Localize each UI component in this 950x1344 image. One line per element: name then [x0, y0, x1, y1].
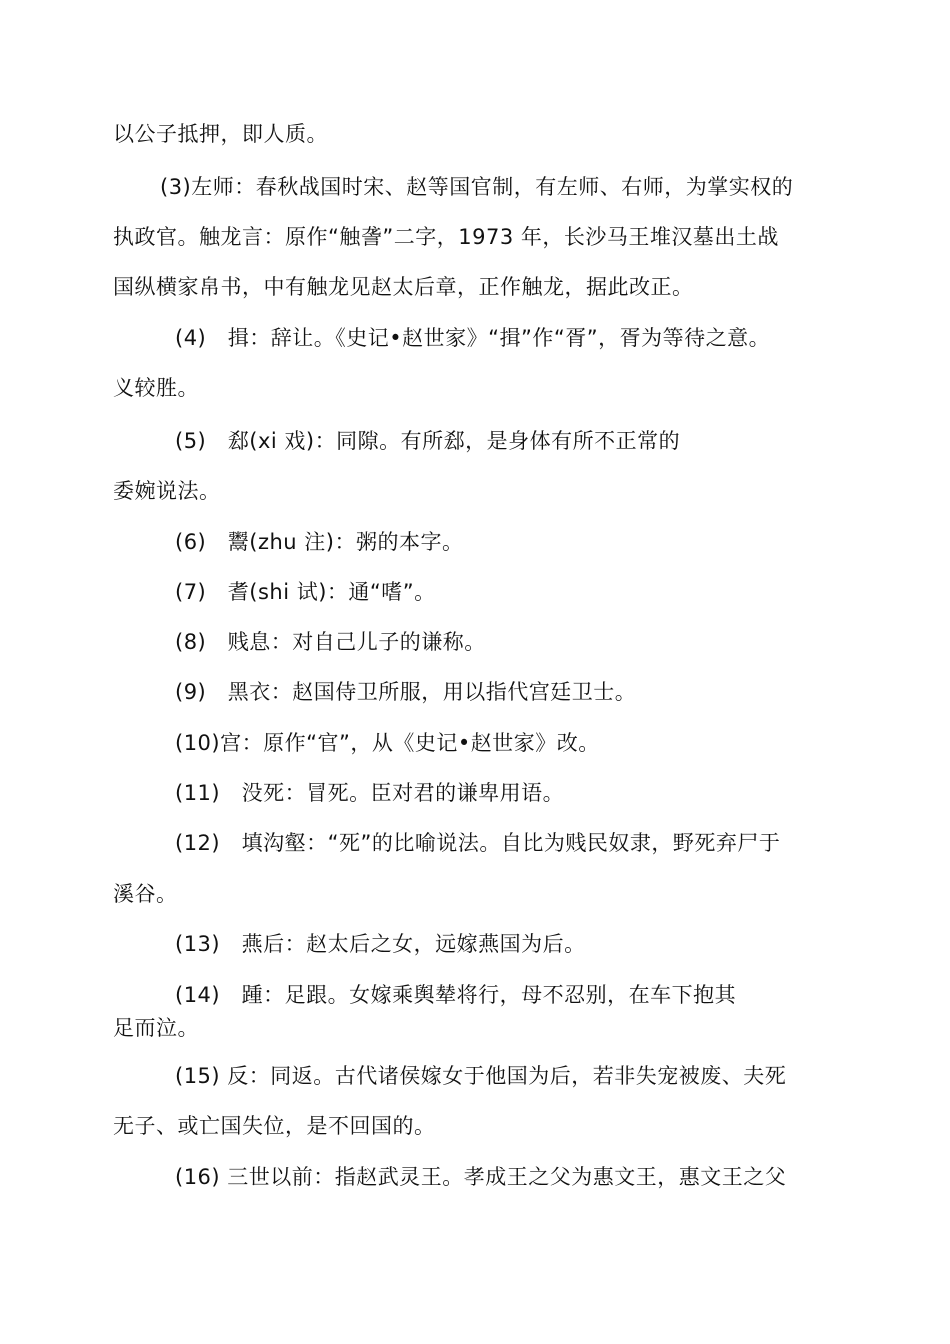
- note-4-line-1: (4) 揖：辞让。《史记•赵世家》“揖”作“胥”，胥为等待之意。: [175, 326, 771, 350]
- note-12-line-2: 溪谷。: [113, 882, 178, 906]
- note-14-line-1: (14) 踵：足跟。女嫁乘舆辇将行，母不忍别，在车下抱其: [175, 983, 737, 1007]
- note-11: (11) 没死：冒死。臣对君的谦卑用语。: [175, 781, 565, 805]
- note-3-line-1: (3)左师：春秋战国时宋、赵等国官制，有左师、右师，为掌实权的: [160, 175, 794, 199]
- note-9: (9) 黑衣：赵国侍卫所服，用以指代宫廷卫士。: [175, 680, 637, 704]
- note-5-line-2: 委婉说法。: [113, 479, 221, 503]
- note-4-line-2: 义较胜。: [113, 376, 199, 400]
- note-15-line-2: 无子、或亡国失位，是不回国的。: [113, 1114, 436, 1138]
- note-3-line-3: 国纵横家帛书，中有触龙见赵太后章，正作触龙，据此改正。: [113, 275, 694, 299]
- note-7: (7) 耆(shi 试)：通“嗜”。: [175, 580, 436, 604]
- note-8: (8) 贱息：对自己儿子的谦称。: [175, 630, 486, 654]
- note-15-line-1: (15) 反：同返。古代诸侯嫁女于他国为后，若非失宠被废、夫死: [175, 1064, 787, 1088]
- note-3-line-2: 执政官。触龙言：原作“触詟”二字，1973 年，长沙马王堆汉墓出土战: [113, 225, 779, 249]
- note-5-line-1: (5) 郄(xi 戏)：同隙。有所郄，是身体有所不正常的: [175, 429, 681, 453]
- note-14-line-2: 足而泣。: [113, 1016, 199, 1040]
- note-16-line-1: (16) 三世以前：指赵武灵王。孝成王之父为惠文王，惠文王之父: [175, 1165, 787, 1189]
- note-13: (13) 燕后：赵太后之女，远嫁燕国为后。: [175, 932, 586, 956]
- note-12-line-1: (12) 填沟壑：“死”的比喻说法。自比为贱民奴隶，野死弃尸于: [175, 831, 781, 855]
- text-line: 以公子抵押，即人质。: [113, 122, 328, 146]
- note-6: (6) 鬻(zhu 注)：粥的本字。: [175, 530, 464, 554]
- note-10: (10)宫：原作“官”，从《史记•赵世家》改。: [175, 731, 600, 755]
